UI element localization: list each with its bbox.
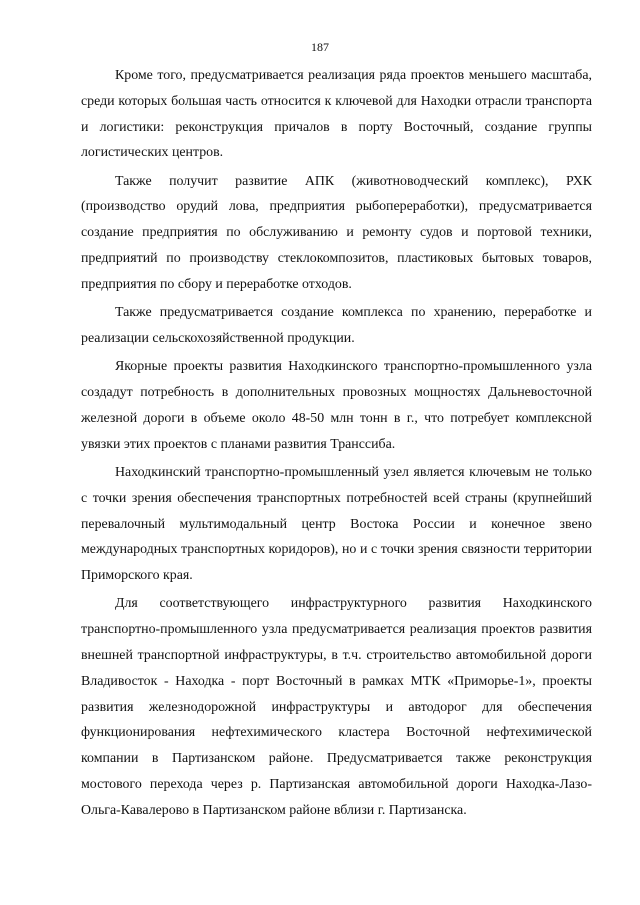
paragraph: Также предусматривается создание комплекса по хранению, переработке и реализации сельскохозяйственной продукции. bbox=[81, 305, 592, 346]
paragraph: Якорные проекты развития Находкинского транспортно-промышленного узла создадут потребность в дополнительных провозных мощностях Дальневосточной железной дороги в объеме около 48-50 млн тонн в г., что потребует комплексной увязки этих проектов с планами развития Транссиба. bbox=[81, 359, 592, 452]
paragraph: Для соответствующего инфраструктурного развития Находкинского транспортно-промышленного узла предусматривается реализация проектов развития внешней транспортной инфраструктуры, в т.ч. строительство автомобильной дороги Владивосток - Находка - порт Восточный в рамках МТК «Приморье-1», проекты развития железнодорожной инфраструктуры и автодорог для обеспечения функционирования нефтехимического кластера Восточной нефтехимической компании в Партизанском районе. Предусматривается также реконструкция мостового перехода через р. Партизанская автомобильной дороги Находка-Лазо-Ольга-Кавалерово в Партизанском районе вблизи г. Партизанска. bbox=[81, 596, 592, 818]
body-text bbox=[81, 63, 592, 826]
paragraph: Находкинский транспортно-промышленный узел является ключевым не только с точки зрения обеспечения транспортных потребностей всей страны (крупнейший перевалочный мультимодальный центр Востока России и конечное звено международных транспортных коридоров), но и с точки зрения связности территории Приморского края. bbox=[81, 464, 592, 584]
paragraph: Кроме того, предусматривается реализация ряда проектов меньшего масштаба, среди которых большая часть относится к ключевой для Находки отрасли транспорта и логистики: реконструкция причалов в порту Восточный, создание группы логистических центров. bbox=[81, 68, 592, 161]
page-number: 187 bbox=[311, 40, 329, 54]
paragraph: Также получит развитие АПК (животноводческий комплекс), РХК (производство орудий лова, предприятия рыбопереработки), предусматривается создание предприятия по обслуживанию и ремонту судов и портовой техники, предприятий по производству стеклокомпозитов, пластиковых бытовых товаров, предприятия по сбору и переработке отходов. bbox=[81, 173, 592, 292]
